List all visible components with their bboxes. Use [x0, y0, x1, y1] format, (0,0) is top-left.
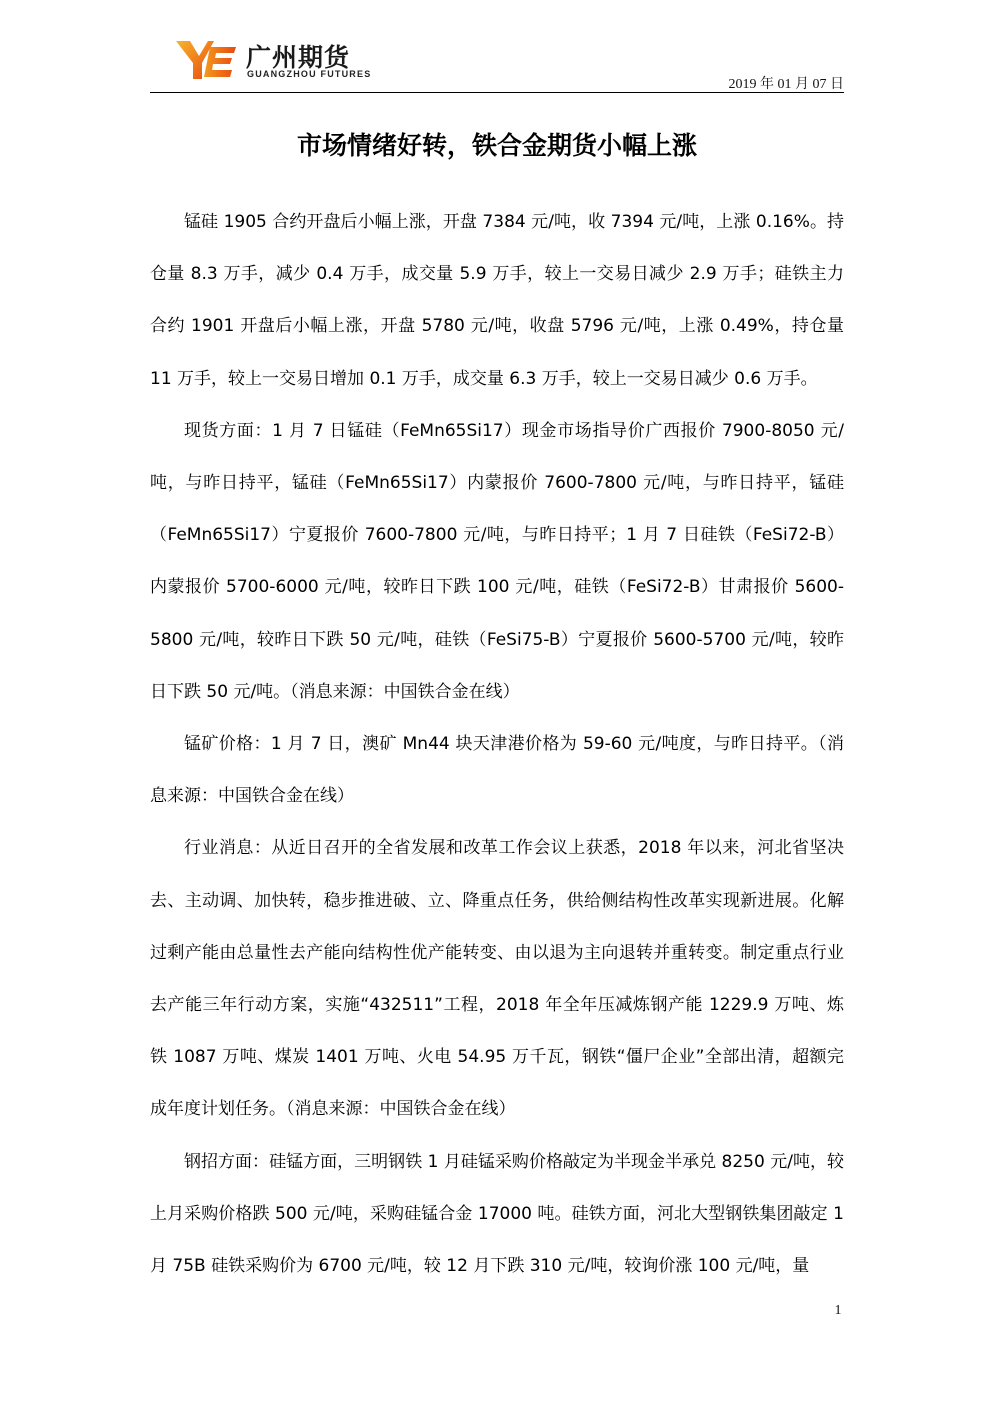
document-title: 市场情绪好转，铁合金期货小幅上涨	[296, 131, 697, 160]
report-date: 2019 年 01 月 07 日	[728, 77, 844, 92]
document-body	[150, 196, 844, 1292]
paragraph-industry-news: 行业消息：从近日召开的全省发展和改革工作会议上获悉，2018 年以来，河北省坚决去、主动调、加快转，稳步推进破、立、降重点任务，供给侧结构性改革实现新进展。化解过剩产能由总量性去产能向结构性优产能转变、由以退为主向退转并重转变。制定重点行业去产能三年行动方案，实施“432511”工程，2018 年全年压减炼钢产能 1229.9 万吨、炼铁 1087 万吨、煤炭 1401 万吨、火电 54.95 万千瓦，钢铁“僵尸企业”全部出清，超额完成年度计划任务。（消息来源：中国铁合金在线）	[150, 838, 844, 1120]
company-name-en: GUANGZHOU FUTURES	[247, 69, 372, 79]
guangzhou-futures-logo-icon	[174, 39, 238, 81]
page-number: 1	[834, 1303, 842, 1318]
paragraph-spot-prices: 现货方面：1 月 7 日锰硅（FeMn65Si17）现金市场指导价广西报价 7900-8050 元/吨，与昨日持平，锰硅（FeMn65Si17）内蒙报价 7600-7800 元/吨，与昨日持平，锰硅（FeMn65Si17）宁夏报价 7600-7800 元/吨，与昨日持平；1 月 7 日硅铁（FeSi72-B）内蒙报价 5700-6000 元/吨，较昨日下跌 100 元/吨，硅铁（FeSi72-B）甘肃报价 5600-5800 元/吨，较昨日下跌 50 元/吨，硅铁（FeSi75-B）宁夏报价 5600-5700 元/吨，较昨日下跌 50 元/吨。（消息来源：中国铁合金在线）	[150, 420, 844, 702]
paragraph-futures-summary: 锰硅 1905 合约开盘后小幅上涨，开盘 7384 元/吨，收 7394 元/吨，上涨 0.16%。持仓量 8.3 万手，减少 0.4 万手，成交量 5.9 万手，较上一交易日减少 2.9 万手；硅铁主力合约 1901 开盘后小幅上涨，开盘 5780 元/吨，收盘 5796 元/吨，上涨 0.49%，持仓量 11 万手，较上一交易日增加 0.1 万手，成交量 6.3 万手，较上一交易日减少 0.6 万手。	[150, 212, 844, 389]
page-header	[150, 36, 844, 94]
company-name-cn: 广州期货	[246, 43, 351, 72]
paragraph-steel-tender: 钢招方面：硅锰方面，三明钢铁 1 月硅锰采购价格敲定为半现金半承兑 8250 元/吨，较上月采购价格跌 500 元/吨，采购硅锰合金 17000 吨。硅铁方面，河北大型钢铁集团敲定 1 月 75B 硅铁采购价为 6700 元/吨，较 12 月下跌 310 元/吨，较询价涨 100 元/吨，量	[150, 1151, 844, 1277]
header-divider	[150, 92, 844, 93]
paragraph-manganese-ore-price: 锰矿价格：1 月 7 日，澳矿 Mn44 块天津港价格为 59-60 元/吨度，与昨日持平。（消息来源：中国铁合金在线）	[150, 734, 844, 807]
